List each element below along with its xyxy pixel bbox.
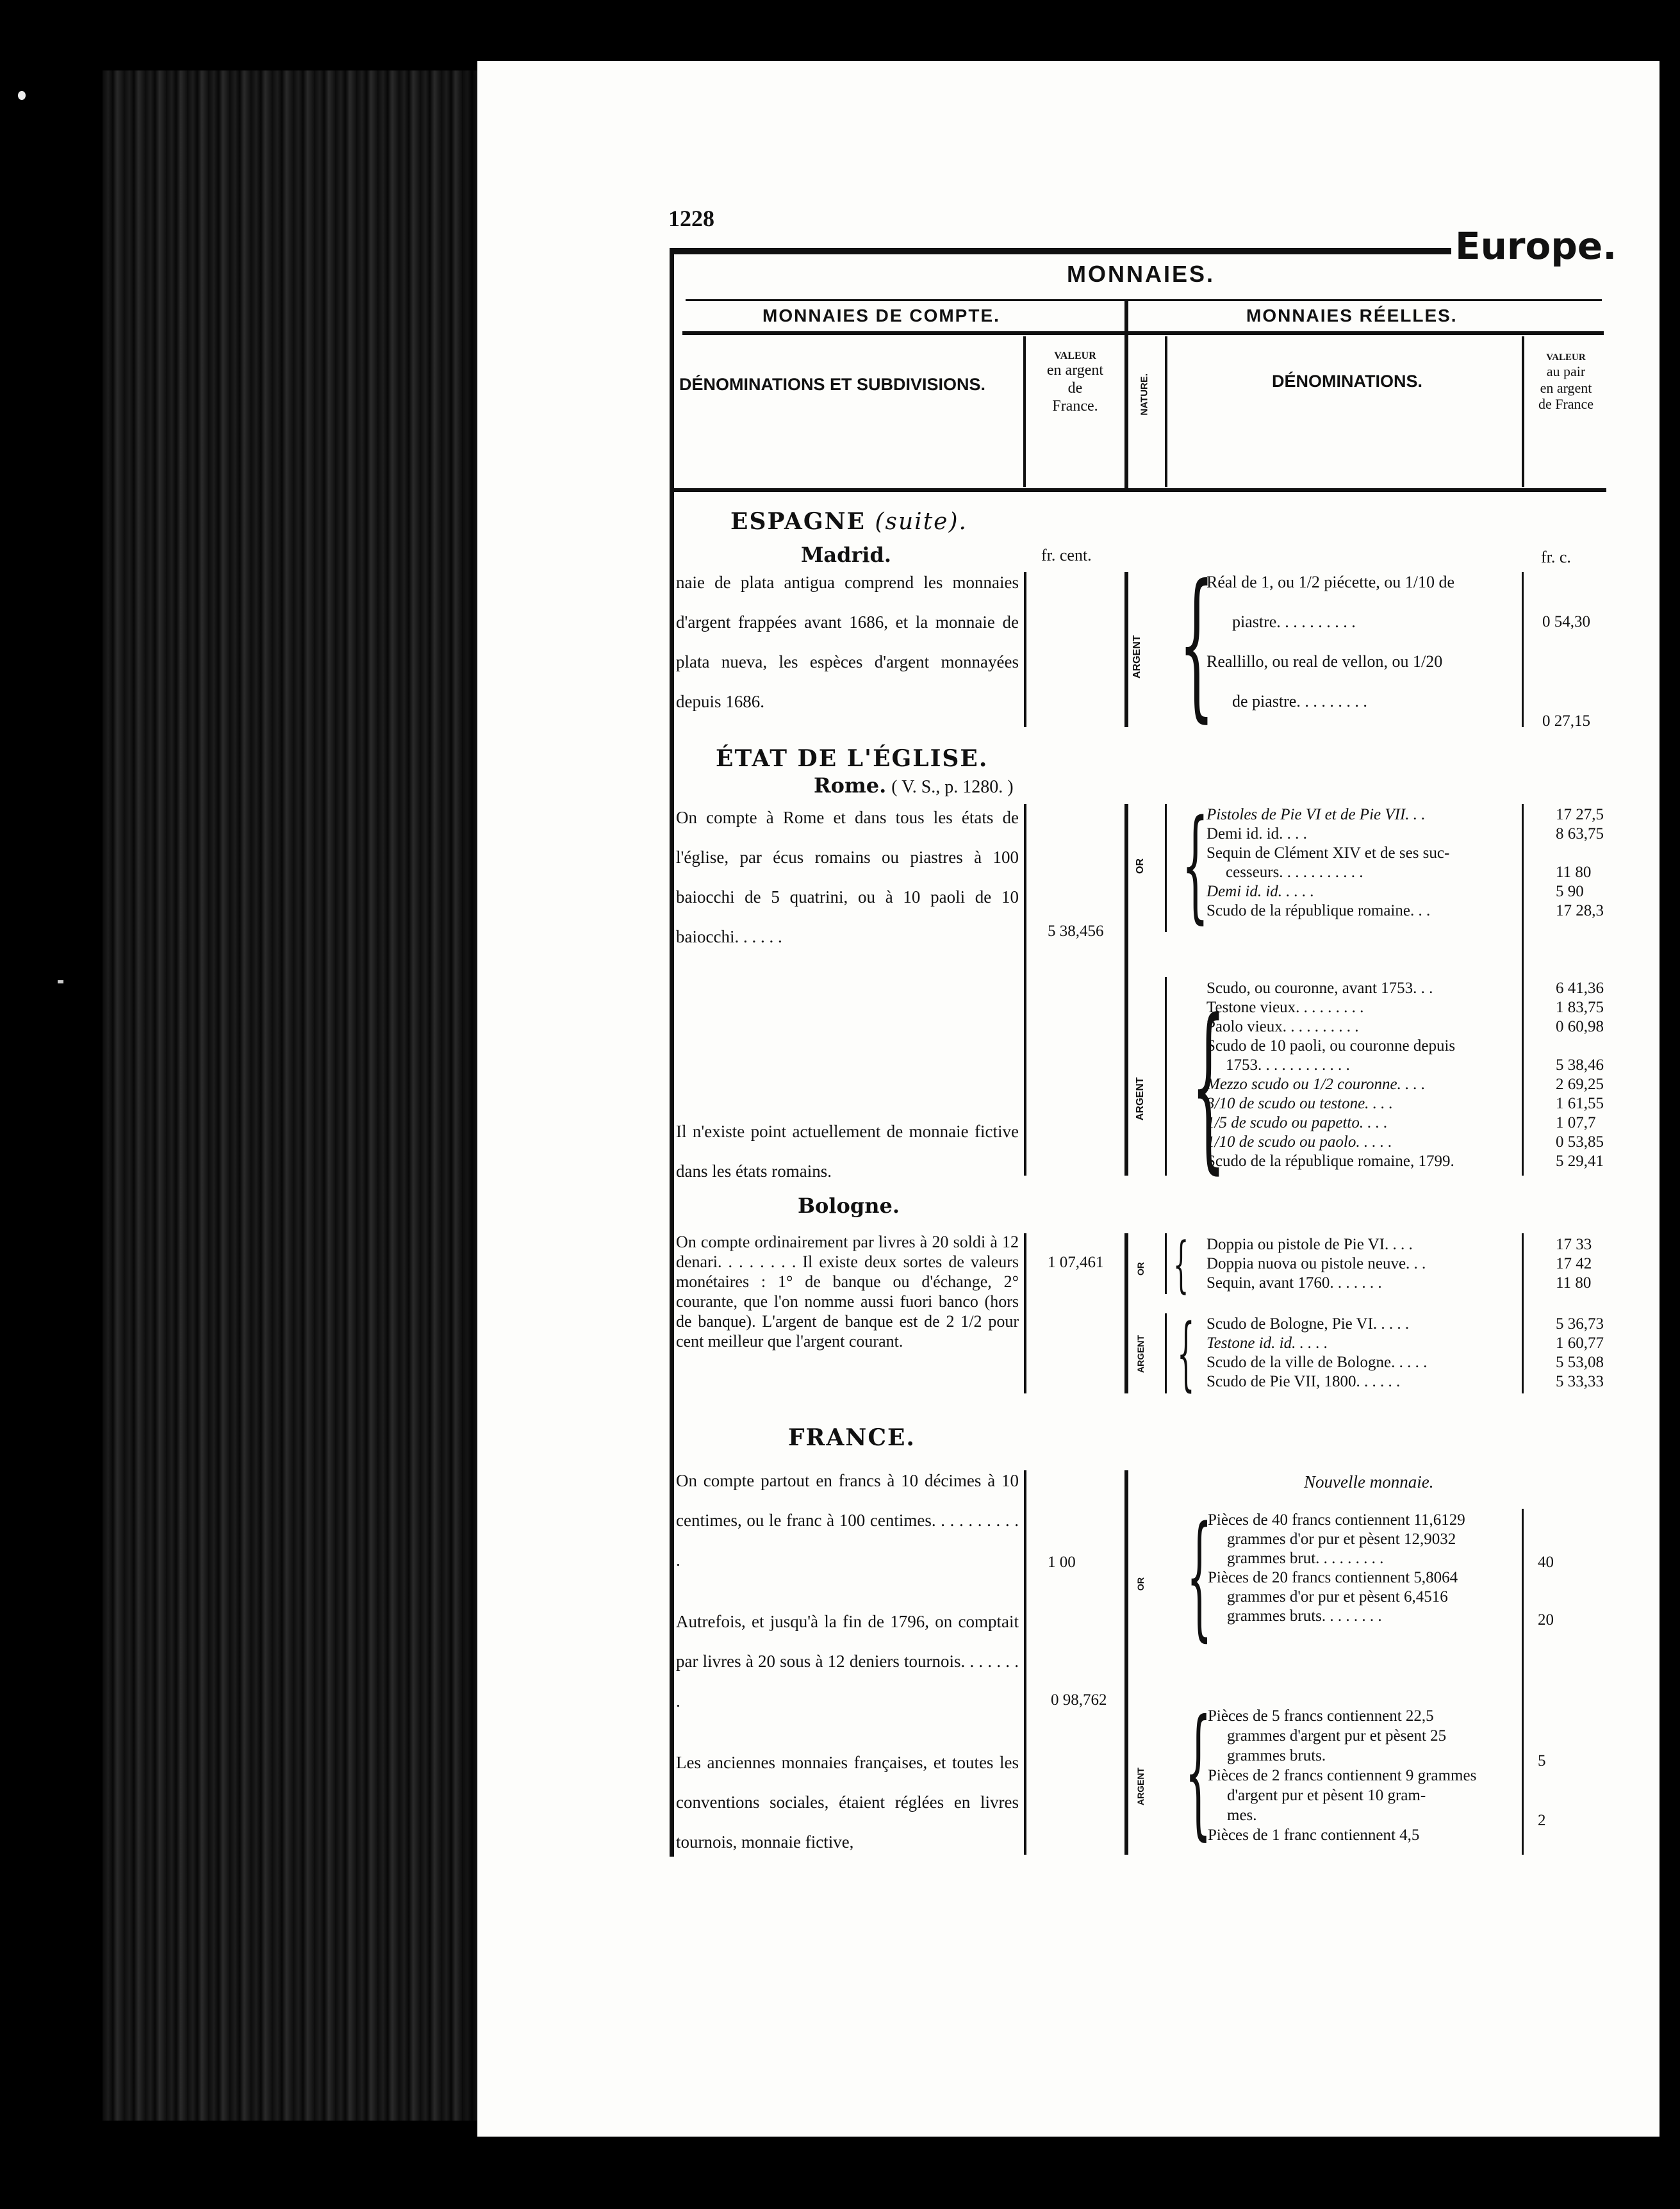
france-value2: 0 98,762 (1051, 1691, 1107, 1709)
coin-text: Scudo de Bologne, Pie VI. . . . . (1206, 1315, 1410, 1333)
coin-value: 1 60,77 (1556, 1334, 1604, 1352)
brace: { (1173, 1229, 1189, 1300)
coin-value: 5 36,73 (1556, 1315, 1604, 1333)
coin-value: 0 27,15 (1542, 712, 1590, 730)
coin-value: 20 (1538, 1611, 1554, 1629)
madrid-heading: Madrid. (801, 543, 892, 567)
coin-text: cesseurs. . . . . . . . . . . (1226, 864, 1363, 881)
france-heading: FRANCE. (788, 1424, 916, 1451)
coin-line: grammes d'or pur et pèsent 6,4516 (1227, 1588, 1448, 1605)
coin-value: 5 29,41 (1556, 1153, 1604, 1170)
coin-text: Testone vieux. . . . . . . . . (1206, 999, 1364, 1016)
coin-text: Scudo de la république romaine. . . (1206, 902, 1431, 919)
coin-value: 40 (1538, 1554, 1554, 1571)
coin-line: Pièces de 20 francs contiennent 5,8064 (1208, 1569, 1458, 1586)
coin-text: Scudo de la république romaine, 1799. (1206, 1153, 1454, 1170)
espagne-text: naie de plata antigua comprend les monnaies d'argent frappées avant 1686, et la monnaie de plata nueva, les espèces d'argent monnayées depuis 1686. (676, 573, 1019, 711)
col-denominations: DÉNOMINATIONS. (1272, 372, 1422, 391)
coin-row (1206, 805, 1604, 825)
col-divider (1024, 1470, 1026, 1855)
coin-row (1206, 863, 1592, 882)
coin-value: 0 54,30 (1542, 613, 1590, 630)
coin-text: Scudo, ou couronne, avant 1753. . . (1206, 980, 1433, 997)
coin-row (1206, 1372, 1604, 1392)
france-value1: 1 00 (1048, 1554, 1076, 1571)
coin-row (1206, 1274, 1592, 1293)
france-or-coins (1208, 1511, 1528, 1626)
coin-line: Pièces de 1 franc contiennent 4,5 (1208, 1827, 1420, 1844)
col-divider (1124, 804, 1128, 1176)
col-divider (1522, 1233, 1524, 1393)
france-text2: Autrefois, et jusqu'à la fin de 1796, on comptait par livres à 20 sous à 12 deniers tournois. . . . . . . . (676, 1612, 1019, 1711)
col-divider (1124, 572, 1128, 727)
brace: { (1191, 981, 1226, 1190)
coin-value: 0 53,85 (1556, 1133, 1604, 1151)
header-bottom-rule (670, 488, 1606, 492)
col-divider (1023, 336, 1026, 487)
header-rule (670, 248, 1486, 254)
brace: { (1176, 1307, 1195, 1400)
coin-text: Scudo de Pie VII, 1800. . . . . . (1206, 1373, 1401, 1390)
coin-text: Scudo de 10 paoli, ou couronne depuis (1206, 1037, 1456, 1055)
speck (18, 91, 26, 100)
col-divider (1124, 1470, 1128, 1855)
coin-text: Scudo de la ville de Bologne. . . . . (1206, 1354, 1428, 1371)
col-valeur-pair-l1: VALEUR (1546, 352, 1586, 363)
coin-row (1206, 1235, 1592, 1254)
coin-row (1206, 1094, 1604, 1113)
coin-row (1206, 882, 1584, 901)
coin-line: grammes bruts. . . . . . . . (1227, 1607, 1382, 1625)
coin-line: Pièces de 5 francs contiennent 22,5 (1208, 1707, 1434, 1725)
coin-row (1206, 1133, 1604, 1152)
coin-row (1206, 1075, 1604, 1094)
coin-text: 1753. . . . . . . . . . . . (1226, 1056, 1350, 1074)
coin-value: 8 63,75 (1556, 825, 1604, 842)
col-valeur-pair-l4: de France (1538, 395, 1594, 412)
col-valeur-l2: en argent (1046, 362, 1104, 379)
coin-row (1206, 1056, 1604, 1075)
coin-value: 2 69,25 (1556, 1076, 1604, 1093)
france-text1: On compte partout en francs à 10 décimes à 10 centimes, ou le franc à 100 centimes. . . . . . . . . . . (676, 1471, 1019, 1570)
brace: { (1186, 1497, 1212, 1654)
coin-value: 5 38,46 (1556, 1056, 1604, 1074)
coin-row (1206, 844, 1552, 863)
brace: { (1184, 1689, 1212, 1853)
coin-line: de piastre. . . . . . . . . (1232, 692, 1367, 710)
france-or-label: OR (1135, 1577, 1146, 1591)
col-divider (1024, 804, 1026, 1176)
coin-line: grammes d'or pur et pèsent 12,9032 (1227, 1531, 1456, 1548)
col-divider (1522, 804, 1524, 1176)
coin-text: Testone id. id. . . . . (1206, 1334, 1328, 1352)
coin-row (1206, 1037, 1552, 1056)
espagne-coins (1206, 563, 1514, 721)
bologne-heading: Bologne. (798, 1194, 900, 1218)
coin-text: 1/10 de scudo ou paolo. . . . . (1206, 1133, 1392, 1151)
coin-text: Paolo vieux. . . . . . . . . . (1206, 1018, 1359, 1035)
bologne-text: On compte ordinairement par livres à 20 soldi à 12 denari. . . . . . . . Il existe deux sortes de valeurs monétaires : 1° de banque ou d'échange, 2° courante, que l'on nomme aussi fuori banco (hors de banque). L'argent de banque est de 2 1/2 pour cent meilleur que l'argent courant. (676, 1233, 1019, 1351)
eglise-or-label: OR (1135, 858, 1146, 874)
rome-ref: ( V. S., p. 1280. ) (891, 777, 1014, 797)
coin-row (1206, 1017, 1604, 1037)
bologne-argent-label: ARGENT (1135, 1334, 1146, 1373)
coin-text: Demi id. id. . . . (1206, 825, 1307, 842)
coin-line: grammes bruts. (1227, 1747, 1326, 1764)
col-divider (1165, 336, 1167, 487)
rome-heading (814, 773, 1014, 798)
brace: { (1178, 550, 1215, 737)
table-left-border (670, 252, 674, 1857)
eglise-text2: Il n'existe point actuellement de monnaie fictive dans les états romains. (676, 1122, 1019, 1181)
coin-text: Demi id. id. . . . . (1206, 883, 1315, 900)
book-page (477, 61, 1659, 2137)
brace: { (1182, 794, 1209, 935)
coin-line: Réal de 1, ou 1/2 piécette, ou 1/10 de (1206, 573, 1455, 591)
coin-text: Doppia nuova ou pistole neuve. . . (1206, 1255, 1426, 1272)
coin-row (1206, 998, 1604, 1017)
coin-text: Sequin, avant 1760. . . . . . . (1206, 1274, 1382, 1292)
col-valeur-l3: de (1067, 379, 1083, 397)
coin-line: Pièces de 40 francs contiennent 11,6129 (1208, 1511, 1465, 1529)
coin-text: Doppia ou pistole de Pie VI. . . . (1206, 1236, 1413, 1253)
col-denominations-subdivisions: DÉNOMINATIONS ET SUBDIVISIONS. (679, 375, 986, 394)
subtitle-rule (682, 331, 1604, 335)
col-divider (1124, 1233, 1128, 1393)
col-valeur-l1: VALEUR (1054, 350, 1096, 361)
coin-row (1206, 979, 1604, 998)
espagne-argent-label: ARGENT (1132, 635, 1142, 678)
coin-row (1206, 1113, 1596, 1133)
bologne-or-label: OR (1135, 1262, 1146, 1276)
coin-line: Pièces de 2 francs contiennent 9 grammes d'argent pur et pèsent 10 gram- (1208, 1767, 1477, 1804)
eglise-text: On compte à Rome et dans tous les états de l'église, par écus romains ou piastres à 100 baiocchi de 5 quatrini, ou à 10 paoli de 10 baiocchi. . . . . . (676, 808, 1019, 946)
compte-title: MONNAIES DE COMPTE. (762, 306, 1000, 325)
coin-text: Mezzo scudo ou 1/2 couronne. . . . (1206, 1076, 1426, 1093)
coin-line: grammes brut. . . . . . . . . (1227, 1550, 1384, 1567)
col-divider (1165, 1313, 1167, 1393)
france-argent-coins (1208, 1706, 1522, 1845)
col-divider (1165, 1233, 1167, 1294)
coin-line: piastre. . . . . . . . . . (1232, 612, 1356, 631)
col-divider (1522, 572, 1524, 727)
coin-row (1206, 1315, 1604, 1334)
coin-row (1206, 1353, 1604, 1372)
speck (58, 980, 63, 983)
coin-value: 1 07,7 (1556, 1114, 1596, 1131)
region-title: Europe. (1451, 224, 1617, 268)
coin-line: mes. (1227, 1807, 1257, 1824)
coin-row (1206, 1334, 1604, 1353)
col-divider (1522, 1509, 1524, 1855)
col-valeur-pair-l2: au pair (1546, 363, 1586, 380)
bologne-value: 1 07,461 (1048, 1254, 1104, 1271)
coin-value: 1 83,75 (1556, 999, 1604, 1016)
monnaies-title: MONNAIES. (1067, 261, 1215, 287)
coin-value: 17 27,5 (1556, 806, 1604, 823)
title-rule (686, 299, 1602, 301)
espagne-country: ESPAGNE (730, 508, 866, 535)
coin-row (1206, 825, 1604, 844)
coin-value: 6 41,36 (1556, 980, 1604, 997)
col-valeur-pair (1524, 352, 1608, 412)
col-valeur-l4: France. (1052, 397, 1098, 415)
espagne-heading (730, 508, 968, 535)
coin-value: 17 28,3 (1556, 902, 1604, 919)
france-argent-label: ARGENT (1135, 1767, 1146, 1805)
coin-value: 5 33,33 (1556, 1373, 1604, 1390)
col-divider (1024, 1233, 1026, 1393)
coin-value: 5 90 (1556, 883, 1584, 900)
france-text3: Les anciennes monnaies françaises, et toutes les conventions sociales, étaient réglées en livres tournois, monnaie fictive, (676, 1753, 1019, 1852)
coin-value: 0 60,98 (1556, 1018, 1604, 1035)
coin-value: 5 (1538, 1752, 1546, 1770)
unit-left: fr. cent. (1041, 546, 1092, 564)
coin-value: 11 80 (1556, 864, 1592, 881)
unit-right: fr. c. (1541, 548, 1571, 566)
rome-city: Rome. (814, 773, 887, 798)
coin-text: Pistoles de Pie VI et de Pie VII. . . (1206, 806, 1426, 823)
coin-text: Sequin de Clément XIV et de ses suc- (1206, 844, 1450, 862)
reelles-title: MONNAIES RÉELLES. (1246, 306, 1458, 325)
eglise-heading: ÉTAT DE L'ÉGLISE. (716, 745, 989, 772)
coin-value: 17 33 (1556, 1236, 1592, 1253)
espagne-suffix: (suite). (875, 509, 968, 535)
coin-value: 5 53,08 (1556, 1354, 1604, 1371)
col-divider (1124, 299, 1128, 488)
page-number: 1228 (668, 206, 714, 231)
coin-line: grammes d'argent pur et pèsent 25 (1227, 1727, 1447, 1745)
book-spine (103, 70, 487, 2121)
col-valeur-pair-l3: en argent (1540, 379, 1592, 396)
coin-text: 3/10 de scudo ou testone. . . . (1206, 1095, 1393, 1112)
coin-value: 2 (1538, 1812, 1546, 1829)
col-divider (1024, 572, 1026, 727)
coin-row (1206, 1152, 1604, 1171)
col-nature: NATURE. (1139, 373, 1150, 416)
coin-value: 11 80 (1556, 1274, 1592, 1292)
coin-value: 1 61,55 (1556, 1095, 1604, 1112)
coin-text: 1/5 de scudo ou papetto. . . . (1206, 1114, 1388, 1131)
coin-value: 17 42 (1556, 1255, 1592, 1272)
coin-row (1206, 901, 1604, 921)
col-divider (1165, 804, 1167, 932)
eglise-value: 5 38,456 (1048, 923, 1104, 940)
col-divider (1165, 977, 1167, 1176)
nouvelle-monnaie: Nouvelle monnaie. (1304, 1472, 1434, 1491)
eglise-argent-label: ARGENT (1135, 1077, 1146, 1121)
coin-line: Reallillo, ou real de vellon, ou 1/20 (1206, 652, 1443, 671)
coin-row (1206, 1254, 1592, 1274)
col-valeur (1027, 350, 1123, 415)
